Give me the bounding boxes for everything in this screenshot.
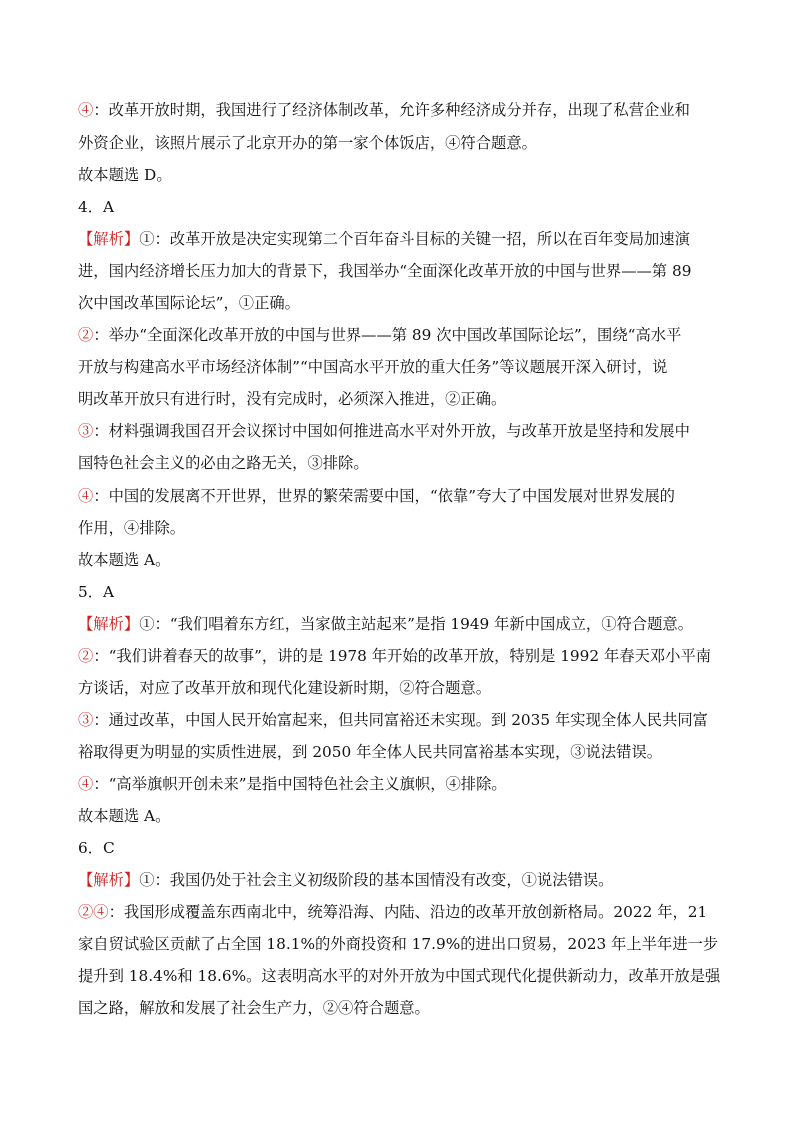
text-line xyxy=(78,293,300,313)
highlight-label: ③ xyxy=(78,711,94,729)
text-line xyxy=(78,453,369,473)
text-line xyxy=(78,998,430,1018)
text-line xyxy=(78,934,718,954)
highlight-label: ④ xyxy=(78,775,94,793)
line-text: ①：“我们唱着东方红，当家做主站起来”是指 1949 年新中国成立，①符合题意。 xyxy=(139,615,693,633)
text-line xyxy=(78,902,707,922)
highlight-label: ④ xyxy=(78,101,94,119)
text-line xyxy=(78,261,691,281)
text-line xyxy=(78,229,690,249)
line-text: 进，国内经济增长压力加大的背景下，我国举办“全面深化改革开放的中国与世界——第 89 xyxy=(78,262,692,280)
text-line xyxy=(78,197,114,217)
highlight-label: ③ xyxy=(78,422,94,440)
line-text: ：举办“全面深化改革开放的中国与世界——第 89 次中国改革国际论坛”，围绕“高水平 xyxy=(93,326,682,344)
text-line xyxy=(78,678,491,698)
text-line xyxy=(78,742,662,762)
text-line xyxy=(78,165,172,185)
line-text: 作用，④排除。 xyxy=(78,519,186,537)
text-line xyxy=(78,518,185,538)
highlight-label: 【解析】 xyxy=(78,871,140,889)
line-text: 故本题选 D。 xyxy=(78,166,172,184)
text-line xyxy=(78,614,693,634)
text-line xyxy=(78,325,681,345)
line-text: 国特色社会主义的必由之路无关，③排除。 xyxy=(78,454,369,472)
text-line xyxy=(78,870,613,890)
line-text: 6．C xyxy=(78,839,115,857)
highlight-label: ② xyxy=(78,326,94,344)
text-line xyxy=(78,550,170,570)
text-line xyxy=(78,133,537,153)
text-line xyxy=(78,774,507,794)
line-text: 次中国改革国际论坛”，①正确。 xyxy=(78,294,300,312)
text-line xyxy=(78,966,720,986)
line-text: 明改革开放只有进行时，没有完成时，必须深入推进，②正确。 xyxy=(78,390,507,408)
line-text: 家自贸试验区贡献了占全国 18.1%的外商投资和 17.9%的进出口贸易，2023 年上半年进一步 xyxy=(78,935,719,953)
line-text: 外资企业，该照片展示了北京开办的第一家个体饭店，④符合题意。 xyxy=(78,134,537,152)
line-text: ①：改革开放是决定实现第二个百年奋斗目标的关键一招，所以在百年变局加速演 xyxy=(139,230,690,248)
text-line xyxy=(78,100,690,120)
text-line xyxy=(78,838,115,858)
line-text: 故本题选 A。 xyxy=(78,807,171,825)
text-line xyxy=(78,389,506,409)
highlight-label: ② xyxy=(78,647,94,665)
line-text: 开放与构建高水平市场经济体制”“中国高水平开放的重大任务”等议题展开深入研讨，说 xyxy=(78,358,668,376)
line-text: ：我国形成覆盖东西南北中，统筹沿海、内陆、沿边的改革开放创新格局。2022 年，21 xyxy=(108,903,708,921)
line-text: 方谈话，对应了改革开放和现代化建设新时期，②符合题意。 xyxy=(78,679,492,697)
line-text: ：改革开放时期，我国进行了经济体制改革，允许多种经济成分并存，出现了私营企业和 xyxy=(93,101,690,119)
text-line xyxy=(78,646,711,666)
highlight-label: ④ xyxy=(78,487,94,505)
highlight-label: ②④ xyxy=(78,903,109,921)
line-text: ：中国的发展离不开世界，世界的繁荣需要中国，“依靠”夸大了中国发展对世界发展的 xyxy=(93,487,675,505)
line-text: ①：我国仍处于社会主义初级阶段的基本国情没有改变，①说法错误。 xyxy=(139,871,614,889)
line-text: 故本题选 A。 xyxy=(78,551,171,569)
line-text: 5．A xyxy=(78,583,115,601)
line-text: 国之路，解放和发展了社会生产力，②④符合题意。 xyxy=(78,999,430,1017)
line-text: ：“高举旗帜开创未来”是指中国特色社会主义旗帜，④排除。 xyxy=(93,775,507,793)
text-line xyxy=(78,806,170,826)
highlight-label: 【解析】 xyxy=(78,230,140,248)
line-text: 提升到 18.4%和 18.6%。这表明高水平的对外开放为中国式现代化提供新动力，改革开放是强 xyxy=(78,967,721,985)
line-text: ：通过改革，中国人民开始富起来，但共同富裕还未实现。到 2035 年实现全体人民共同富 xyxy=(93,711,708,729)
highlight-label: 【解析】 xyxy=(78,615,140,633)
text-line xyxy=(78,710,708,730)
text-line xyxy=(78,486,675,506)
line-text: ：材料强调我国召开会议探讨中国如何推进高水平对外开放，与改革开放是坚持和发展中 xyxy=(93,422,690,440)
line-text: 裕取得更为明显的实质性进展，到 2050 年全体人民共同富裕基本实现，③说法错误。 xyxy=(78,743,663,761)
line-text: 4．A xyxy=(78,198,115,216)
text-line xyxy=(78,582,114,602)
text-line xyxy=(78,357,667,377)
line-text: ：“我们讲着春天的故事”，讲的是 1978 年开始的改革开放，特别是 1992 年春天邓小平南 xyxy=(93,647,712,665)
text-line xyxy=(78,421,690,441)
